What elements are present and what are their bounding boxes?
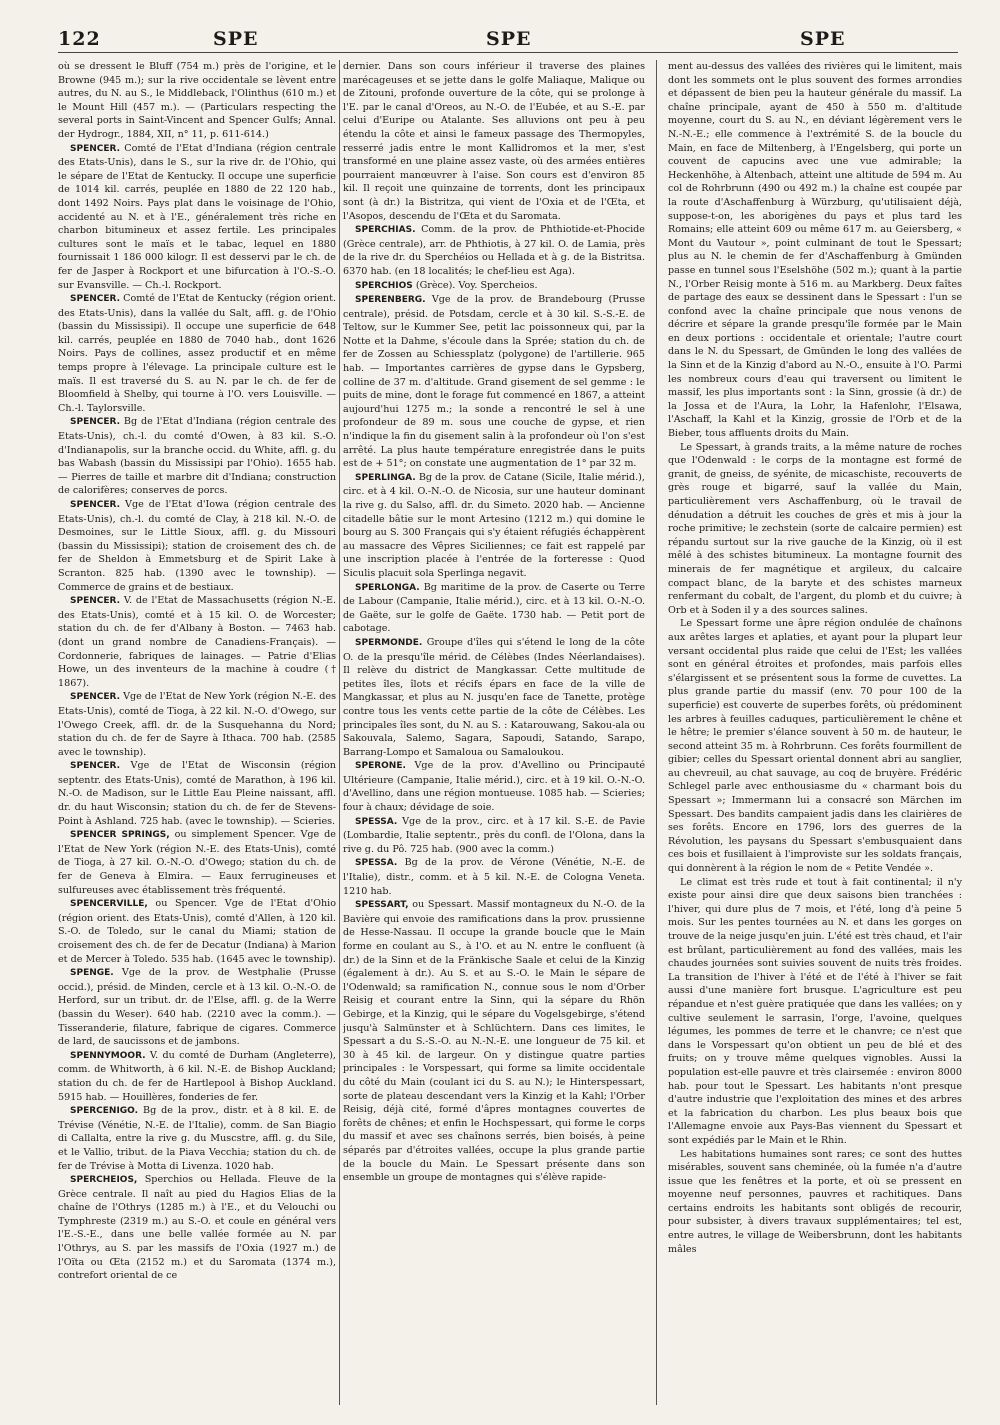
entry-text: ou Spencer. Vge de l'Etat d'Ohio (région orient. des Etats-Unis), comté d'Allen, à 120 kil. S.-O. de Toledo, sur le canal du Miami; station de croisement des ch. de fer de Decatur (Indiana) à Marion et de Mercer à Toledo. 535 hab. (1645 avec le township).	[58, 898, 336, 965]
dictionary-entry	[343, 581, 645, 636]
dictionary-entry	[343, 293, 645, 471]
dictionary-entry	[58, 594, 336, 690]
dictionary-entry	[343, 60, 645, 223]
dictionary-entry	[343, 223, 645, 278]
entry-text: Groupe d'îles qui s'étend le long de la côte O. de la presqu'île mérid. de Célèbes (Indes Néerlandaises). Il relève du district de Mangkassar. Cette multitude de petites îles, îlots et récifs épars en face de la ville de Mangkassar, et plus au N. jusqu'en face de Tanette, protège contre tous les vents cette partie de la côte de Célèbes. Les principales îles sont, du N. au S. : Katarouwang, Sakou-ala ou Sakouvala, Salemo, Sagara, Sapoudi, Satando, Sarapo, Barrang-Lompo et Samaloua ou Samaloukou.	[343, 636, 645, 758]
entry-headword: SPENCER.	[70, 143, 121, 154]
entry-text: Vge de la prov., circ. et à 17 kil. S.-E. de Pavie (Lombardie, Italie septentr., près du confl. de l'Olona, dans la rive g. du Pô. 725 hab. (900 avec la comm.)	[343, 815, 645, 855]
running-head-right: SPE	[800, 28, 846, 50]
entry-headword: SPENCER.	[70, 417, 121, 428]
entry-text: Vge de l'Etat d'Iowa (région centrale des Etats-Unis), ch.-l. du comté de Clay, à 218 kil. N.-O. de Desmoines, sur le Little Sioux, affl. g. du Missouri (bassin du Mississipi); station de croisement des ch. de fer de Sheldon à Emmetsburg et de Spirit Lake à Scranton. 825 hab. (1390 avec le township). — Commerce de grains et de bestiaux.	[58, 499, 336, 593]
dictionary-entry	[668, 1148, 962, 1257]
entry-headword: SPERCENIGO.	[70, 1106, 139, 1117]
column-divider	[339, 60, 340, 1405]
entry-headword: SPENNYMOOR.	[70, 1050, 146, 1061]
running-head-left: SPE	[213, 28, 259, 50]
dictionary-entry	[58, 966, 336, 1049]
entry-text: Vge de l'Etat de Wisconsin (région septentr. des Etats-Unis), comté de Marathon, à 196 kil. N.-O. de Madison, sur le Little Eau Pleine naissant, affl. dr. du haut Wisconsin; station du ch. de fer de Stevens-Point à Ashland. 725 hab. (avec le township). — Scieries.	[58, 760, 336, 827]
entry-headword: SPENGE.	[70, 968, 114, 979]
entry-headword: SPESSART,	[355, 900, 409, 911]
entry-text: Le climat est très rude et tout à fait continental; il n'y existe pour ainsi dire que deux saisons bien tranchées : l'hiver, qui dure plus de 7 mois, et l'été, long d'à peine 5 mois. Sur les pentes tournées au N. et dans les gorges on trouve de la neige jusqu'en juin. L'été est très chaud, et l'air est brûlant, particulièrement au fond des vallées, mais les chaudes journées sont suivies souvent de nuits très froides. La transition de l'hiver à l'été et de l'été à l'hiver se fait aussi d'une manière fort brusque. L'agriculture est peu répandue et n'est guère pratiquée que dans les vallées; on y cultive seulement le sarrasin, l'orge, l'avoine, quelques légumes, les pommes de terre et le chanvre; ce n'est que dans le Vorspessart qu'on obtient un peu de blé et des fruits; on y trouve même quelques vignobles. Aussi la population est-elle pauvre et très clairsemée : environ 8000 hab. pour tout le Spessart. Les habitants n'ont presque d'autre industrie que l'exploitation des mines et des arbres et la fabrication du charbon. Les plus beaux bois que l'Allemagne envoie aux Pays-Bas viennent du Spessart et sont expédiés par le Main et le Rhin.	[668, 876, 962, 1146]
entry-text: Bg de l'Etat d'Indiana (région centrale des Etats-Unis), ch.-l. du comté d'Owen, à 83 kil. S.-O. d'Indianapolis, sur la branche occid. du White, affl. g. du bas Wabash (bassin du Mississipi par l'Ohio). 1655 hab. — Pierres de taille et marbre dit d'Indiana; construction de calorifères; conserves de porcs.	[58, 416, 336, 497]
dictionary-entry	[58, 897, 336, 966]
dictionary-entry	[343, 815, 645, 857]
entry-headword: SPESSA.	[355, 816, 398, 827]
entry-text: V. du comté de Durham (Angleterre), comm. de Whitworth, à 6 kil. N.-E. de Bishop Auckland; station du ch. de fer de Hartlepool à Bishop Auckland. 5915 hab. — Houillères, fonderies de fer.	[58, 1049, 336, 1103]
running-head-center: SPE	[486, 28, 532, 50]
dictionary-entry	[58, 1049, 336, 1104]
dictionary-entry	[58, 292, 336, 415]
dictionary-entry	[343, 856, 645, 898]
entry-text: Vge de l'Etat de New York (région N.-E. des Etats-Unis), comté de Tioga, à 22 kil. N.-O. d'Owego, sur l'Owego Creek, affl. dr. de la Susquehanna du Nord; station du ch. de fer de Sayre à Ithaca. 700 hab. (2585 avec le township).	[58, 691, 336, 758]
dictionary-entry	[58, 690, 336, 759]
dictionary-entry	[58, 142, 336, 293]
entry-headword: SPENCER.	[70, 596, 121, 607]
entry-text: dernier. Dans son cours inférieur il traverse des plaines marécageuses et se jette dans le golfe Maliaque, Malique ou de Zitouni, profonde ouverture de la côte, qui se prolonge à l'E. par le canal d'Oreos, au N.-O. de l'Eubée, et au S.-E. par celui d'Euripe ou Atalante. Ses alluvions ont peu à peu étendu la côte et ainsi le fameux passage des Thermopyles, resserré jadis entre le mont Kallidromos et la mer, s'est transformé en une plaine assez vaste, où des armées entières pourraient manœuvrer à l'aise. Son cours est d'environ 85 kil. Il reçoit une quinzaine de torrents, dont les principaux sont (à dr.) la Bistritza, qui vient de l'Oxia et de l'Œta, et l'Asopos, descendu de l'Œta et du Saromata.	[343, 61, 645, 222]
dictionary-entry	[58, 498, 336, 594]
dictionary-entry	[668, 60, 962, 441]
header-rule	[58, 52, 958, 53]
entry-headword: SPERLINGA.	[355, 472, 416, 483]
entry-headword: SPESSA.	[355, 858, 398, 869]
dictionary-entry	[343, 471, 645, 581]
dictionary-entry	[58, 1104, 336, 1173]
dictionary-entry	[58, 759, 336, 828]
entry-text: Le Spessart forme une âpre région ondulée de chaînons aux arêtes larges et aplaties, et ayant pour la plupart leur versant occidental plus raide que celui de l'Est; les vallées sont en général étroites et profondes, mais parfois elles s'élargissent et se présentent sous la forme de cuvettes. La plus grande partie du massif (env. 70 pour 100 de la superficie) est couverte de superbes forêts, où prédominent les arbres à feuilles caduques, particulièrement le chêne et le hêtre; le premier s'élance souvent à 50 m. de hauteur, le second atteint 35 m. à Rohrbrunn. Ces forêts fourmillent de gibier; celles du Spessart oriental donnent abri au sanglier, au chevreuil, au chat sauvage, au coq de bruyère. Frédéric Schlegel parle avec enthousiasme du « charmant bois du Spessart »; Immermann lui a consacré son Märchen im Spessart. Des bandits campaient jadis dans les clairières de ses forêts. Encore en 1796, lors des guerres de la Révolution, les paysans du Spessart s'embusquaient dans ces bois et fusillaient à l'improviste sur les soldats français, qui donnèrent à la région le nom de « Petite Vendée ».	[668, 618, 962, 875]
entry-headword: SPERMONDE.	[355, 637, 423, 648]
column-divider	[656, 60, 657, 1405]
entry-headword: SPENCER.	[70, 294, 121, 305]
entry-headword: SPERONE.	[355, 761, 406, 772]
entry-text: ou Spessart. Massif montagneux du N.-O. de la Bavière qui envoie des ramifications dans la prov. prussienne de Hesse-Nassau. Il occupe la grande boucle que le Main forme en coulant au S., à l'O. et au N. entre le confluent (à dr.) de la Sinn et de la Fränkische Saale et celui de la Kinzig (également à dr.). Au S. et au S.-O. le Main le sépare de l'Odenwald; sa ramification N., connue sous le nom d'Orber Reisig et courant entre la Sinn, qui la sépare du Rhön Gebirge, et la Kinzig, qui le sépare du Vogelsgebirge, s'étend jusqu'à Salmünster et à Schlüchtern. Dans ces limites, le Spessart a du S.-S.-O. au N.-N.-E. une longueur de 75 kil. et 30 à 45 kil. de largeur. On y distingue quatre parties principales : le Vorspessart, qui forme sa limite occidentale du côté du Main (coulant ici du S. au N.); le Hinterspessart, sorte de plateau descendant vers la Kinzig et la Kahl; l'Orber Reisig, déjà cité, formé d'âpres montagnes couvertes de forêts de chênes; et enfin le Hochspessart, qui forme le corps du massif et avec ses chaînons serrés, bien boisés, à peine séparés par d'étroites vallées, occupe la plus grande partie de la boucle du Main. Le Spessart présente dans son ensemble un groupe de montagnes qui s'élève rapide-	[343, 899, 645, 1184]
entry-headword: SPERENBERG.	[355, 295, 426, 306]
dictionary-entry	[343, 636, 645, 759]
entry-text: Vge de la prov. de Brandebourg (Prusse centrale), présid. de Potsdam, cercle et à 30 kil. S.-S.-E. de Teltow, sur le Kummer See, petit lac poissonneux qui, par la Notte et la Dahme, s'écoule dans la Sprée; station du ch. de fer de Zossen au Schiessplatz (polygone) de l'artillerie. 965 hab. — Importantes carrières de gypse dans le Gypsberg, colline de 37 m. d'altitude. Grand gisement de sel gemme : le puits de mine, dont le forage fut commencé en 1867, a atteint aujourd'hui 1275 m.; la sonde a rencontré le sel à une profondeur de 89 m. sous une couche de gypse, et rien n'indique la fin du gisement salin à la profondeur où l'on s'est arrêté. La plus haute température enregistrée dans le puits est de + 51°; on constate une augmentation de 1° par 32 m.	[343, 294, 645, 470]
text-column-middle	[343, 60, 645, 1405]
entry-text: Les habitations humaines sont rares; ce sont des huttes misérables, souvent sans cheminée, où la fumée n'a d'autre issue que les fenêtres et la porte, et où se pressent en moyenne neuf personnes, pauvres et rachitiques. Dans certains endroits les habitants sont obligés de recourir, pour subsister, à divers travaux supplémentaires; tel est, entre autres, le village de Weibersbrunn, dont les habitants mâles	[668, 1148, 962, 1255]
dictionary-entry	[668, 617, 962, 875]
dictionary-entry	[668, 876, 962, 1148]
entry-text: V. de l'Etat de Massachusetts (région N.-E. des Etats-Unis), comté et à 15 kil. O. de Worcester; station du ch. de fer d'Albany à Boston. — 7463 hab. (dont un grand nombre de Canadiens-Français). — Cordonnerie, fabriques de lainages. — Patrie d'Elias Howe, un des inventeurs de la machine à coudre († 1867).	[58, 595, 336, 689]
entry-text: Bg maritime de la prov. de Caserte ou Terre de Labour (Campanie, Italie mérid.), circ. et à 13 kil. O.-N.-O. de Gaëte, sur le golfe de Gaëte. 1730 hab. — Petit port de cabotage.	[343, 581, 645, 635]
entry-text: ment au-dessus des vallées des rivières qui le limitent, mais dont les sommets ont le plus souvent des formes arrondies et dépassent de bien peu la hauteur générale du massif. La chaîne principale, ayant de 450 à 550 m. d'altitude moyenne, court du S. au N., en déviant légèrement vers le N.-N.-E.; elle commence à l'extrémité S. de la boucle du Main, en face de Miltenberg, à l'Engelsberg, qui porte un couvent de capucins avec une vue admirable; la Heckenhöhe, à Altenbach, atteint une altitude de 594 m. Au col de Rohrbrunn (490 ou 492 m.) la chaîne est coupée par la route d'Aschaffenburg à Würzburg, qu'utilisaient déjà, suppose-t-on, les aborigènes du pays et plus tard les Romains; elle atteint 609 ou même 617 m. au Geiersberg, « Mont du Vautour », point culminant de tout le Spessart; plus au N. le chemin de fer d'Aschaffenburg à Gmünden passe en tunnel sous l'Eselshöhe (502 m.); quant à la partie N., l'Orber Reisig monte à 516 m. au Markberg. Deux faîtes de partage des eaux se dessinent dans le Spessart : l'un se confond avec la chaîne principale que nous venons de décrire et sépare la grande presqu'île formée par le Main en deux portions : occidentale et orientale; l'autre court dans le N. du Spessart, de Gmünden le long des vallées de la Sinn et de la Kinzig d'abord au N.-O., ensuite à l'O. Parmi les nombreux cours d'eau qui traversent ou limitent le massif, les plus importants sont : la Sinn, grossie (à dr.) de la Jossa et de l'Aura, la Lohr, la Hafenlohr, l'Elsawa, l'Aschaff, la Kahl et la Kinzig, grossie de l'Orb et de la Bieber, tous affluents droits du Main.	[668, 61, 962, 440]
entry-headword: SPERCHEIOS,	[70, 1175, 138, 1186]
entry-text: Vge de la prov. d'Avellino ou Principauté Ultérieure (Campanie, Italie mérid.), circ. et à 19 kil. O.-N.-O. d'Avellino, dans une région montueuse. 1085 hab. — Scieries; four à chaux; dévidage de soie.	[343, 760, 645, 814]
entry-headword: SPENCERVILLE,	[70, 899, 148, 910]
entry-text: Le Spessart, à grands traits, a la même nature de roches que l'Odenwald : le corps de la montagne est formé de granit, de gneiss, de syénite, de micaschiste, recouverts de grès rouge et bigarré, sauf la vallée du Main, particulièrement vers Aschaffenburg, où le travail de dénudation a détruit les couches de grès et mis à jour la roche primitive; le zechstein (sorte de calcaire permien) est répandu surtout sur la rive gauche de la Kinzig, où il est mêlé à des schistes bitumineux. La montagne fournit des minerais de fer magnétique et argileux, du calcaire compact blanc, de la baryte et des schistes marneux renfermant du cobalt, de l'argent, du plomb et du cuivre; à Orb et à Soden il y a des sources salines.	[668, 441, 962, 616]
entry-text: Bg de la prov. de Vérone (Vénétie, N.-E. de l'Italie), distr., comm. et à 5 kil. N.-E. de Cologna Veneta. 1210 hab.	[343, 857, 645, 897]
entry-text: Vge de la prov. de Westphalie (Prusse occid.), présid. de Minden, cercle et à 13 kil. O.-N.-O. de Herford, sur un tribut. dr. de l'Else, affl. g. de la Werre (bassin du Weser). 640 hab. (2210 avec la comm.). — Tisseranderie, filature, fabrique de cigares. Commerce de lard, de saucissons et de jambons.	[58, 967, 336, 1048]
dictionary-entry	[343, 898, 645, 1184]
entry-headword: SPENCER SPRINGS,	[70, 830, 170, 841]
dictionary-entry	[58, 828, 336, 897]
entry-text: Bg de la prov., distr. et à 8 kil. E. de Trévise (Vénétie, N.-E. de l'Italie), comm. de San Biagio di Callalta, entre la rive g. du Muscstre, affl. g. du Sile, et le Vallio, tribut. de la Piava Vecchia; station du ch. de fer de Trévise à Motta di Livenza. 1020 hab.	[58, 1105, 336, 1172]
entry-text: Sperchios ou Hellada. Fleuve de la Grèce centrale. Il naît au pied du Hagios Elias de la chaîne de l'Othrys (1285 m.) à l'E., et du Velouchi ou Tymphreste (2319 m.) au S.-O. et coule en général vers l'E.-S.-E., dans une belle vallée formée au N. par l'Othrys, au S. par les massifs de l'Oxia (1927 m.) de l'Oïta ou Œta (2152 m.) et du Saromata (1374 m.), contrefort oriental de ce	[58, 1174, 336, 1282]
dictionary-entry	[343, 279, 645, 294]
entry-text: où se dressent le Bluff (754 m.) près de l'origine, et le Browne (945 m.); sur la rive occidentale se lèvent entre autres, du N. au S., le Middleback, l'Olinthus (610 m.) et le Mount Hill (457 m.). — (Particulars respecting the several ports in Saint-Vincent and Spencer Gulfs; Annal. der Hydrogr., 1884, XII, n° 11, p. 611-614.)	[58, 61, 336, 140]
dictionary-entry	[668, 441, 962, 618]
entry-text: (Grèce). Voy. Spercheios.	[415, 279, 538, 291]
entry-text: ou simplement Spencer. Vge de l'Etat de New York (région N.-E. des Etats-Unis), comté de Tioga, à 27 kil. O.-N.-O. d'Owego; station du ch. de fer de Geneva à Elmira. — Eaux ferrugineuses et sulfureuses avec établissement très fréquenté.	[58, 829, 336, 896]
page-number: 122	[58, 28, 101, 50]
entry-text: Bg de la prov. de Catane (Sicile, Italie mérid.), circ. et à 4 kil. O.-N.-O. de Nicosia, sur une hauteur dominant la rive g. du Salso, affl. dr. du Simeto. 2020 hab. — Ancienne citadelle bâtie sur le mont Artesino (1212 m.) qui domine le bourg au S. 300 Français qui s'y étaient réfugiés échappèrent au massacre des Vêpres Siciliennes; ce fait est rappelé par une inscription placée à l'entrée de la forteresse : Quod Siculis placuit sola Sperlinga negavit.	[343, 471, 645, 579]
entry-text: Comm. de la prov. de Phthiotide-et-Phocide (Grèce centrale), arr. de Phthiotis, à 27 kil. O. de Lamia, près de la rive dr. du Sperchéios ou Hellada et à g. de la Bistritsa. 6370 hab. (en 18 localités; le chef-lieu est Aga).	[343, 224, 645, 277]
dictionary-entry	[58, 60, 336, 142]
entry-headword: SPENCER.	[70, 500, 121, 510]
entry-headword: SPENCER.	[70, 761, 121, 772]
entry-headword: SPENCER.	[70, 692, 121, 703]
dictionary-entry	[343, 759, 645, 814]
dictionary-entry	[58, 415, 336, 498]
entry-text: Comté de l'Etat d'Indiana (région centrale des Etats-Unis), dans le S., sur la rive dr. de l'Ohio, qui le sépare de l'Etat de Kentucky. Il occupe une superficie de 1014 kil. carrés, peuplée en 1880 de 22 120 hab., dont 1492 Noirs. Pays plat dans le voisinage de l'Ohio, accidenté au N. et à l'E., généralement très riche en charbon bitumineux et assez fertile. Les principales cultures sont le maïs et le tabac, lequel en 1880 fournissait 1 186 000 kilogr. Il est desservi par le ch. de fer de Jasper à Rockport et une bifurcation à l'O.-S.-O. sur Evansville. — Ch.-l. Rockport.	[58, 142, 336, 291]
entry-text: Comté de l'Etat de Kentucky (région orient. des Etats-Unis), dans la vallée du Salt, affl. g. de l'Ohio (bassin du Mississipi). Il occupe une superficie de 648 kil. carrés, peuplée en 1880 de 7040 hab., dont 1626 Noirs. Pays de collines, assez productif et en même temps propre à l'élevage. La principale culture est le maïs. Il est traversé du S. au N. par le ch. de fer de Bloomfield à Shelby, qui tourne à l'O. vers Louisville. — Ch.-l. Taylorsville.	[58, 293, 336, 414]
text-column-right	[668, 60, 962, 1405]
entry-headword: SPERCHIOS	[355, 280, 413, 291]
dictionary-entry	[58, 1173, 336, 1283]
entry-headword: SPERCHIAS.	[355, 225, 416, 236]
entry-headword: SPERLONGA.	[355, 582, 420, 593]
text-column-left	[58, 60, 336, 1405]
